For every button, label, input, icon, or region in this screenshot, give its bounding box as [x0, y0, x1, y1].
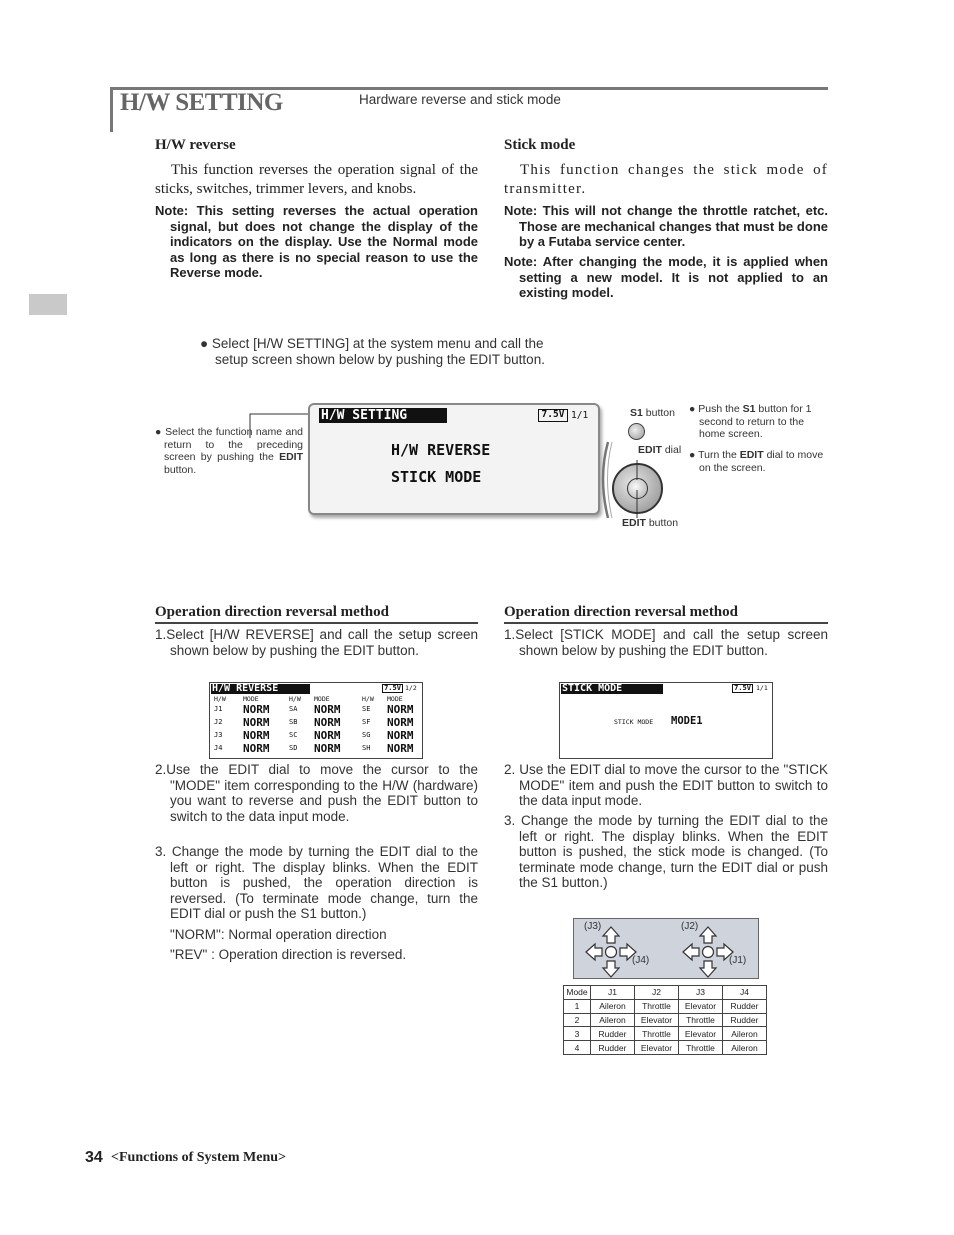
hw-reverse-col-header: H/W — [289, 695, 301, 703]
hw-reverse-col-header: H/W — [214, 695, 226, 703]
battery-indicator: 7.5V — [538, 409, 568, 422]
menu-item-hw-reverse[interactable]: H/W REVERSE — [391, 441, 491, 459]
table-header-cell: J2 — [635, 986, 679, 1000]
left-method-rule — [155, 622, 478, 624]
s1-button[interactable] — [628, 423, 645, 440]
left-step-3: 3. Change the mode by turning the EDIT dial to the left or right. The display blinks. When the EDIT button is pushed, the operation direction is reversed. (To terminate mode change, turn the EDIT dial or push the S1 button.) — [155, 844, 478, 922]
table-cell: Throttle — [635, 1027, 679, 1041]
edit-dial-label: EDIT dial — [638, 444, 682, 456]
table-cell: Rudder — [723, 1013, 767, 1027]
label-j4: (J4) — [632, 955, 650, 966]
table-cell: Rudder — [723, 999, 767, 1013]
table-cell: 1 — [564, 999, 591, 1013]
select-instruction: ● Select [H/W SETTING] at the system menu and call the setup screen shown below by pushing the EDIT button. — [200, 336, 545, 367]
stick-diagram — [573, 918, 759, 979]
hw-reverse-battery: 7.5V — [382, 684, 403, 693]
table-cell: Elevator — [679, 999, 723, 1013]
hw-reverse-mode-value[interactable]: NORM — [314, 703, 341, 716]
right-callout-s1: ● Push the S1 button for 1 second to return to the home screen. — [689, 403, 812, 440]
edit-button-label: EDIT button — [622, 517, 679, 529]
stick-arrows — [574, 919, 760, 980]
dial-arrows — [610, 452, 670, 522]
label-j1: (J1) — [729, 955, 747, 966]
table-cell: Elevator — [635, 1041, 679, 1055]
table-cell: Aileron — [591, 1013, 635, 1027]
hw-setting-screen-title: H/W SETTING — [319, 408, 447, 423]
hw-reverse-hw-label: SA — [289, 705, 298, 713]
table-row — [564, 999, 767, 1013]
left-method-heading: Operation direction reversal method — [155, 604, 389, 620]
table-row — [564, 1027, 767, 1041]
hw-reverse-hw-label: J2 — [214, 718, 223, 726]
stick-mode-body: This function changes the stick mode of transmitter. — [504, 162, 828, 197]
left-callout-tail: button. — [164, 463, 197, 476]
right-method-heading: Operation direction reversal method — [504, 604, 738, 620]
stick-mode-screen-title: STICK MODE — [561, 684, 663, 694]
hw-reverse-mode-value[interactable]: NORM — [387, 729, 414, 742]
hw-reverse-mode-value[interactable]: NORM — [387, 742, 414, 755]
table-cell: Rudder — [591, 1027, 635, 1041]
hw-reverse-hw-label: J4 — [214, 744, 223, 752]
rev-definition: "REV" : Operation direction is reversed. — [170, 947, 407, 962]
page-subtitle: Hardware reverse and stick mode — [359, 92, 561, 107]
table-cell: Aileron — [723, 1041, 767, 1055]
hw-reverse-mode-value[interactable]: NORM — [243, 742, 270, 755]
stick-mode-screen — [559, 682, 773, 759]
table-header-cell: J1 — [591, 986, 635, 1000]
table-header-row — [564, 986, 767, 1000]
hw-reverse-screen — [209, 682, 423, 759]
label-j3: (J3) — [584, 921, 602, 932]
stick-mode-note-1: Note: This will not change the throttle ratchet, etc. Those are mechanical changes that must be done by a Futaba service center. — [504, 203, 828, 250]
stick-mode-page: 1/1 — [756, 684, 768, 692]
stick-mode-battery: 7.5V — [732, 684, 753, 693]
stick-mode-table — [563, 985, 767, 1055]
hw-reverse-body: This function reverses the operation signal of the sticks, switches, trimmer levers, and knobs. — [155, 162, 478, 197]
hw-reverse-hw-label: SD — [289, 744, 298, 752]
hw-reverse-mode-value[interactable]: NORM — [314, 742, 341, 755]
hw-reverse-hw-label: SE — [362, 705, 371, 713]
table-header-cell: J4 — [723, 986, 767, 1000]
hw-reverse-hw-label: J3 — [214, 731, 223, 739]
hw-reverse-mode-value[interactable]: NORM — [243, 716, 270, 729]
left-callout-bold: EDIT — [279, 451, 304, 463]
right-callout-edit: ● Turn the EDIT dial to move on the screen. — [689, 449, 824, 474]
norm-definition: "NORM": Normal operation direction — [170, 927, 387, 942]
table-cell: 4 — [564, 1041, 591, 1055]
bullet: ● — [155, 426, 162, 438]
s1-button-label: S1 button — [630, 407, 675, 419]
hw-reverse-hw-label: J1 — [214, 705, 223, 713]
hw-reverse-mode-value[interactable]: NORM — [387, 716, 414, 729]
table-row — [564, 1013, 767, 1027]
hw-reverse-col-header: MODE — [314, 695, 330, 703]
left-step-1: 1.Select [H/W REVERSE] and call the setup screen shown below by pushing the EDIT button. — [155, 627, 478, 658]
stick-mode-field-label: STICK MODE — [614, 718, 654, 726]
table-cell: Rudder — [591, 1041, 635, 1055]
page-indicator: 1/1 — [571, 410, 589, 421]
table-cell: Elevator — [679, 1027, 723, 1041]
menu-item-stick-mode[interactable]: STICK MODE — [391, 468, 482, 486]
right-step-1: 1.Select [STICK MODE] and call the setup screen shown below by pushing the EDIT button. — [504, 627, 828, 658]
hw-reverse-hw-label: SC — [289, 731, 298, 739]
hw-reverse-col-header: MODE — [387, 695, 403, 703]
hw-reverse-heading: H/W reverse — [155, 137, 236, 153]
left-step-2: 2.Use the EDIT dial to move the cursor to the "MODE" item corresponding to the H/W (hardware) you want to reverse and push the EDIT button to switch to the data input mode. — [155, 762, 478, 824]
right-step-3: 3. Change the mode by turning the EDIT dial to the left or right. The display blinks. When the EDIT button is pushed, the stick mode is changed. (To terminate mode change, turn the EDIT dial or push the S1 button.) — [504, 813, 828, 891]
stick-mode-heading: Stick mode — [504, 137, 576, 153]
hw-reverse-hw-label: SG — [362, 731, 371, 739]
side-tab-marker — [29, 294, 67, 315]
table-cell: Throttle — [679, 1013, 723, 1027]
page-title: H/W SETTING — [120, 89, 283, 116]
hw-reverse-hw-label: SH — [362, 744, 371, 752]
right-step-2: 2. Use the EDIT dial to move the cursor to the "STICK MODE" item and push the EDIT button to switch to the data input mode. — [504, 762, 828, 809]
hw-reverse-hw-label: SF — [362, 718, 371, 726]
hw-setting-screen — [308, 403, 600, 515]
hw-reverse-page: 1/2 — [405, 684, 417, 692]
footer-section: <Functions of System Menu> — [111, 1150, 287, 1165]
hw-reverse-col-header: H/W — [362, 695, 374, 703]
left-callout-text: Select the function name and return to the preceding screen by pushing the — [164, 426, 303, 463]
page-number: 34 — [85, 1149, 103, 1166]
label-j2: (J2) — [681, 921, 699, 932]
hw-reverse-mode-value[interactable]: NORM — [387, 703, 414, 716]
table-row — [564, 1041, 767, 1055]
table-cell: Throttle — [635, 999, 679, 1013]
table-header-cell: Mode — [564, 986, 591, 1000]
hw-reverse-mode-value[interactable]: NORM — [243, 703, 270, 716]
right-method-rule — [504, 622, 828, 624]
header-left-rule — [110, 87, 113, 132]
hw-reverse-hw-label: SB — [289, 718, 298, 726]
table-cell: Throttle — [679, 1041, 723, 1055]
hw-reverse-screen-title: H/W REVERSE — [211, 684, 310, 694]
table-cell: Aileron — [723, 1027, 767, 1041]
table-cell: Aileron — [591, 999, 635, 1013]
hw-reverse-mode-value[interactable]: NORM — [314, 729, 341, 742]
stick-mode-note-2: Note: After changing the mode, it is applied when setting a new model. It is not applied to an existing model. — [504, 254, 828, 301]
stick-mode-value[interactable]: MODE1 — [671, 715, 703, 727]
table-cell: 3 — [564, 1027, 591, 1041]
left-callout-leader — [246, 410, 316, 440]
hw-reverse-mode-value[interactable]: NORM — [243, 729, 270, 742]
hw-reverse-mode-value[interactable]: NORM — [314, 716, 341, 729]
table-header-cell: J3 — [679, 986, 723, 1000]
hw-reverse-note: Note: This setting reverses the actual operation signal, but does not change the display of the indicators on the display. Use the Normal mode as long as there is no special reason to use the Reverse mode. — [155, 203, 478, 281]
hw-reverse-col-header: MODE — [243, 695, 259, 703]
table-cell: Elevator — [635, 1013, 679, 1027]
table-cell: 2 — [564, 1013, 591, 1027]
